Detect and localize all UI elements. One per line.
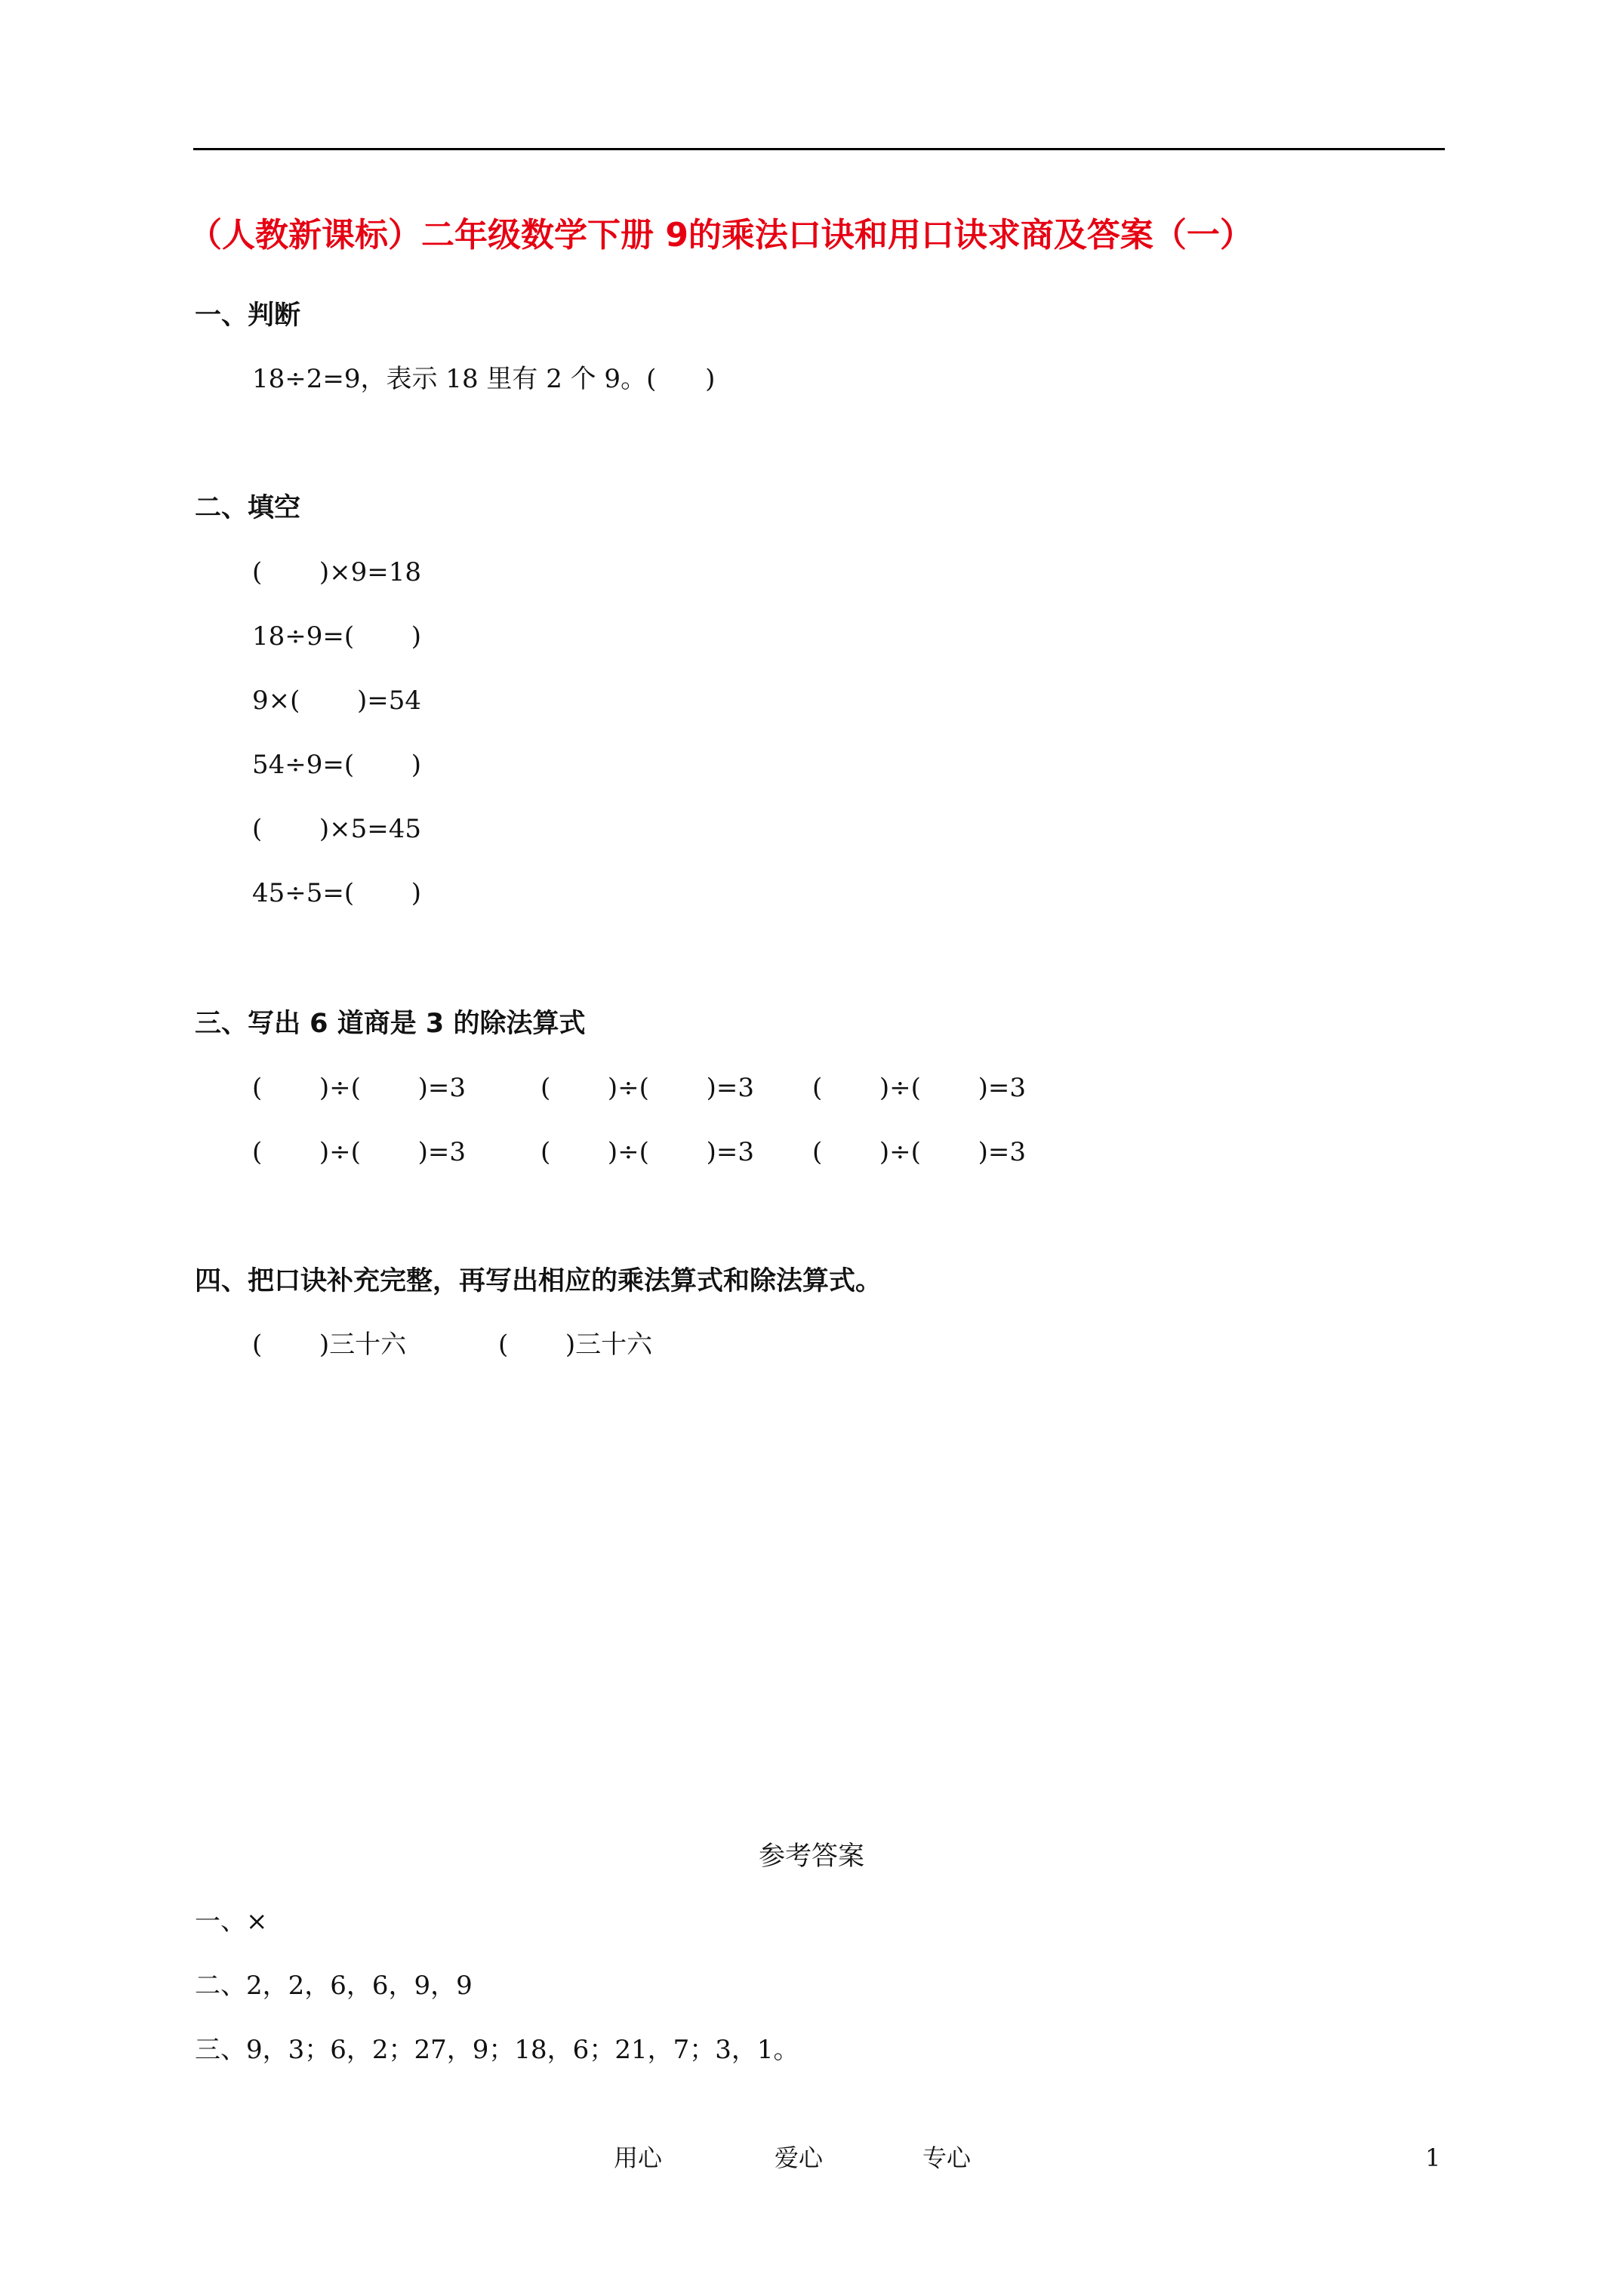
footer-word-3: 专心	[922, 2143, 972, 2172]
fill-blank-item-1: ( )×9=18	[252, 557, 422, 587]
footer-word-1: 用心	[614, 2143, 663, 2172]
division-item-4: ( )÷( )=3	[252, 1137, 466, 1167]
fill-blank-item-6: 45÷5=( )	[252, 878, 422, 908]
header-rule	[193, 148, 1445, 150]
section-3-heading: 三、写出 6 道商是 3 的除法算式	[195, 1009, 586, 1039]
division-item-6: ( )÷( )=3	[812, 1137, 1026, 1167]
answer-line-3: 三、9，3；6，2；27，9；18，6；21，7；3，1。	[195, 2035, 799, 2065]
fill-blank-item-3: 9×( )=54	[252, 686, 422, 716]
division-item-1: ( )÷( )=3	[252, 1073, 466, 1103]
fill-blank-item-2: 18÷9=( )	[252, 621, 422, 652]
fill-blank-item-5: ( )×5=45	[252, 814, 422, 844]
answers-heading: 参考答案	[758, 1841, 864, 1872]
section-1-heading: 一、判断	[195, 300, 301, 331]
fill-blank-item-4: 54÷9=( )	[252, 750, 422, 780]
section-4-heading: 四、把口诀补充完整，再写出相应的乘法算式和除法算式。	[195, 1266, 882, 1296]
page-number: 1	[1425, 2143, 1441, 2172]
rhyme-item-2: ( )三十六	[498, 1330, 653, 1360]
document-title: （人教新课标）二年级数学下册 9的乘法口诀和用口诀求商及答案（一）	[189, 216, 1253, 254]
rhyme-item-1: ( )三十六	[252, 1330, 407, 1360]
division-item-3: ( )÷( )=3	[812, 1073, 1026, 1103]
footer-word-2: 爱心	[775, 2143, 824, 2172]
answer-line-1: 一、×	[195, 1906, 268, 1937]
judgement-question: 18÷2=9，表示 18 里有 2 个 9。( )	[252, 364, 716, 394]
answer-line-2: 二、2，2，6，6，9，9	[195, 1971, 473, 2001]
section-2-heading: 二、填空	[195, 493, 301, 523]
division-item-5: ( )÷( )=3	[540, 1137, 754, 1167]
division-item-2: ( )÷( )=3	[540, 1073, 754, 1103]
